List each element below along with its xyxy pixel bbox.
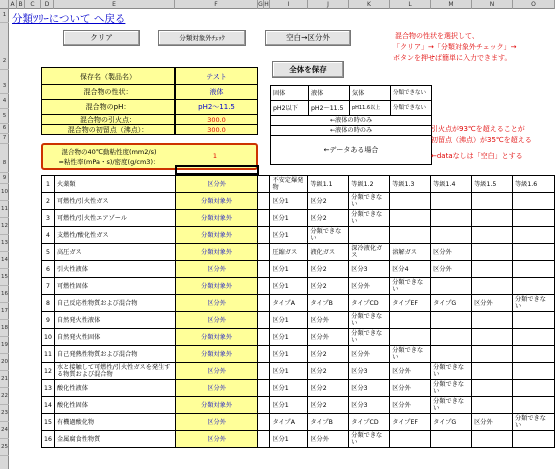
category-option: タイプG [431,414,472,431]
row-header-bar [0,9,9,469]
spacer-cell [258,346,270,363]
category-option [390,431,431,448]
hazard-row [42,295,555,312]
category-option: 分類できない [349,210,390,227]
category-option: 区分外 [308,312,349,329]
hazard-name: 金属腐食性物質 [54,431,175,448]
row-header[interactable]: 1 [0,9,9,23]
classification-select[interactable]: 分類対象外 [175,210,258,227]
category-option: タイプB [308,295,349,312]
category-option [513,278,555,295]
category-option: 区分1 [270,380,308,397]
viscosity-label-2: =粘性率(mPa・s)/密度(g/cm3)： [58,158,160,166]
hazard-name: 自然発火性固体 [54,329,175,346]
category-option: 区分2 [308,193,349,210]
hazard-number: 9 [42,312,55,329]
category-option [513,312,555,329]
category-option [513,346,555,363]
instruction-line-2: 「クリア」→「分類対象外チェック」→ [393,43,517,51]
category-option: 区分外 [308,329,349,346]
category-option [513,380,555,397]
hazard-number: 10 [42,329,55,346]
classification-select[interactable]: 区分外 [175,261,258,278]
category-option: タイプCD [349,414,390,431]
hazard-row [42,363,555,380]
save-all-button[interactable]: 全体を保存 [272,61,344,78]
classification-select[interactable]: 分類対象外 [175,227,258,244]
column-header-n[interactable]: N [472,0,513,9]
classification-select[interactable]: 区分外 [175,295,258,312]
classification-select[interactable]: 区分外 [175,176,258,193]
hazard-table [41,175,555,448]
name-value[interactable]: テスト [175,67,258,85]
category-option [513,261,555,278]
spacer-cell [258,329,270,346]
select-all-corner[interactable] [0,0,9,9]
column-header-j[interactable]: J [308,0,349,9]
row-header[interactable]: 11 [0,201,9,218]
category-option [472,329,513,346]
hazard-number: 2 [42,193,55,210]
category-option: タイプA [270,295,308,312]
classification-select[interactable]: 分類対象外 [175,278,258,295]
category-option [513,431,555,448]
category-option [431,210,472,227]
spacer-cell [258,397,270,414]
column-header-c[interactable]: C [25,0,41,9]
category-option [472,431,513,448]
hazard-name: 水と接触して可燃性/引火性ガスを発生する物質および混合物 [54,363,175,380]
category-option: 区分1 [270,278,308,295]
classification-select[interactable]: 区分外 [175,363,258,380]
category-option: 区分2 [308,210,349,227]
category-option [390,227,431,244]
category-option: 分類できない [349,193,390,210]
hazard-name: 可燃性固体 [54,278,175,295]
category-option: タイプB [308,414,349,431]
category-option [431,329,472,346]
category-option: 区分3 [349,380,390,397]
classification-select[interactable]: 分類対象外 [175,397,258,414]
classification-select[interactable]: 区分外 [175,414,258,431]
row-header[interactable]: 5 [0,109,9,124]
category-option: 区分外 [349,346,390,363]
row-header[interactable]: 13 [0,235,9,252]
classification-select[interactable]: 分類対象外 [175,329,258,346]
spacer-cell [258,210,270,227]
category-option: 液化ガス [308,244,349,261]
category-option: 区分外 [349,278,390,295]
category-option: 等級1.6 [513,176,555,193]
column-header-b[interactable]: B [17,0,25,9]
category-option [472,363,513,380]
category-option [390,193,431,210]
exclude-check-button[interactable]: 分類対象外ﾁｪｯｸ [158,30,246,46]
ph-label: 混合物のpH： [41,100,175,115]
instruction-line-3: ボタンを押せば簡単に入力できます。 [393,54,512,62]
category-option [472,397,513,414]
category-option: 等級1.5 [472,176,513,193]
column-header-bar [0,0,555,9]
category-option: 分類できない [431,380,472,397]
category-option [390,210,431,227]
category-option [513,329,555,346]
ref-note-data-exists: ←データある場合 [271,136,432,165]
hazard-number: 15 [42,414,55,431]
hazard-number: 12 [42,363,55,380]
spacer-cell [258,278,270,295]
hazard-number: 1 [42,176,55,193]
spacer-cell [258,295,270,312]
category-option: タイプA [270,414,308,431]
viscosity-value[interactable]: 1 [212,152,218,160]
category-option: 区分2 [308,278,349,295]
state-label: 混合物の性状： [41,85,175,100]
hazard-number: 3 [42,210,55,227]
spacer-cell [258,431,270,448]
active-cell[interactable] [175,165,259,175]
blank-to-outside-button[interactable]: 空白→区分外 [265,30,351,46]
ref-cell: 液体 [309,86,350,101]
name-label: 保存名（製品名） [41,67,175,85]
ph-select[interactable]: pH2～11.5 [175,100,258,115]
category-option [472,380,513,397]
hazard-row [42,227,555,244]
column-header-d[interactable]: D [41,0,54,9]
row-header[interactable]: 24 [0,422,9,439]
category-option: 等級1.1 [308,176,349,193]
category-option: 区分外 [390,380,431,397]
hazard-name: 自己反応性物質および混合物 [54,295,175,312]
hazard-number: 8 [42,295,55,312]
category-option: 区分外 [390,363,431,380]
category-option: 分類できない [390,346,431,363]
category-option: 圧縮ガス [270,244,308,261]
spacer-cell [258,312,270,329]
classification-select[interactable]: 区分外 [175,380,258,397]
hazard-number: 13 [42,380,55,397]
category-option: 区分2 [308,397,349,414]
category-option: 区分1 [270,397,308,414]
row-header[interactable]: 23 [0,405,9,422]
category-option: 区分2 [308,261,349,278]
category-option [431,278,472,295]
row-header[interactable]: 12 [0,218,9,235]
category-option [472,261,513,278]
row-header[interactable]: 20 [0,354,9,371]
row-header[interactable]: 19 [0,337,9,354]
hazard-row [42,210,555,227]
row-header[interactable]: 10 [0,184,9,201]
hazard-number: 16 [42,431,55,448]
category-option [513,244,555,261]
ref-note-liquid-only: ←液体の時のみ [271,116,432,126]
category-option: 溶解ガス [390,244,431,261]
category-option: 区分外 [472,414,513,431]
ref-cell: pH2以下 [271,101,309,116]
row-header[interactable]: 22 [0,388,9,405]
category-option [472,210,513,227]
category-option: タイプEF [390,414,431,431]
category-option: 区分外 [390,397,431,414]
classification-select[interactable]: 分類対象外 [175,193,258,210]
category-option: 区分2 [308,346,349,363]
category-option [431,193,472,210]
hazard-row [42,380,555,397]
category-option: 区分1 [270,363,308,380]
row-header[interactable]: 2 [0,23,9,70]
ref-cell: 固体 [271,86,309,101]
flash-point-label: 混合物の引火点： [41,115,175,125]
ref-cell: 分類できない [391,86,432,101]
category-option [472,227,513,244]
category-option: 不安定爆発物 [270,176,308,193]
hazard-name: 酸化性固体 [54,397,175,414]
classification-select[interactable]: 区分外 [175,431,258,448]
category-option [513,227,555,244]
spacer-cell [258,363,270,380]
category-option: 分類できない [431,397,472,414]
ref-cell: 気体 [350,86,391,101]
category-option [431,312,472,329]
category-option: タイプCD [349,295,390,312]
column-header-k[interactable]: K [349,0,390,9]
row-header[interactable]: 21 [0,371,9,388]
category-option: 分類できない [349,329,390,346]
hazard-number: 6 [42,261,55,278]
spacer-cell [258,244,270,261]
category-option: 等級1.2 [349,176,390,193]
category-option [472,244,513,261]
column-header-l[interactable]: L [390,0,431,9]
category-option [472,312,513,329]
category-option: 区分2 [308,380,349,397]
category-option [390,312,431,329]
column-header-a[interactable]: A [9,0,17,9]
hazard-row [42,193,555,210]
spacer-cell [258,193,270,210]
hazard-name: 火薬類 [54,176,175,193]
hazard-name: 可燃性/引火性ガス [54,193,175,210]
category-option [349,227,390,244]
column-header-i[interactable]: I [270,0,308,9]
hazard-number: 7 [42,278,55,295]
hazard-name: 支燃性/酸化性ガス [54,227,175,244]
category-option [513,193,555,210]
category-option: タイプEF [390,295,431,312]
ref-cell: pH2～11.5 [309,101,350,116]
row-header[interactable]: 17 [0,303,9,320]
row-header[interactable]: 9 [0,173,9,184]
category-option: 区分外 [431,261,472,278]
column-header-o[interactable]: O [513,0,555,9]
category-option [431,346,472,363]
category-option: 区分1 [270,193,308,210]
row-header[interactable]: 25 [0,439,9,456]
clear-button[interactable]: クリア [63,30,140,46]
category-option: 区分1 [270,346,308,363]
category-option [390,329,431,346]
row-header[interactable]: 4 [0,94,9,109]
instruction-line-1: 混合物の性状を選択して、 [395,32,479,40]
category-option: 区分外 [308,431,349,448]
category-option: 等級1.4 [431,176,472,193]
boiling-point-value[interactable]: 300.0 [175,125,258,135]
hazard-number: 11 [42,346,55,363]
category-option [513,210,555,227]
hazard-row [42,431,555,448]
column-header-h[interactable]: H [264,1,269,8]
row-header[interactable]: 7 [0,134,9,144]
property-block [41,67,258,154]
hazard-row [42,261,555,278]
hazard-name: 酸化性液体 [54,380,175,397]
spacer-cell [258,176,270,193]
viscosity-label-1: 混合物の40℃動粘性度(mm2/s) [61,148,157,156]
hazard-name: 有機過酸化物 [54,414,175,431]
category-option: 区分1 [270,210,308,227]
category-option: 区分外 [472,295,513,312]
spacer-cell [258,261,270,278]
hazard-number: 5 [42,244,55,261]
category-option: 区分1 [270,329,308,346]
category-option: 分類できない [349,431,390,448]
category-option [472,193,513,210]
hazard-name: 自然発火性液体 [54,312,175,329]
category-option: 区分4 [390,261,431,278]
row-header[interactable]: 15 [0,269,9,286]
category-option: 区分1 [270,431,308,448]
category-option: 等級1.3 [390,176,431,193]
category-option [472,278,513,295]
row-header[interactable]: 6 [0,124,9,134]
row-header[interactable]: 8 [0,144,9,173]
flash-point-value[interactable]: 300.0 [175,115,258,125]
category-option: 分類できない [513,295,555,312]
back-link[interactable]: 分類ﾂﾘｰについて へ戻る [12,13,126,25]
hazard-name: 可燃性/引火性エアゾール [54,210,175,227]
category-option [431,227,472,244]
category-option: 分類できない [431,363,472,380]
category-option: 分類できない [308,227,349,244]
hazard-name: 引火性液体 [54,261,175,278]
hazard-row [42,244,555,261]
category-option: 区分3 [349,397,390,414]
classification-select[interactable]: 分類対象外 [175,346,258,363]
column-header-f[interactable]: F [175,0,258,9]
hazard-number: 4 [42,227,55,244]
ref-cell: pH11.6以上 [350,101,391,116]
flash-point-note: 引火点が93℃を超えることが [431,125,525,133]
hazard-name: 高圧ガス [54,244,175,261]
column-header-e[interactable]: E [54,0,175,9]
category-option [431,431,472,448]
spacer-cell [258,380,270,397]
category-option: 深冷液化ガス [349,244,390,261]
category-option: 分類できない [513,414,555,431]
hazard-row [42,329,555,346]
state-select[interactable]: 液体 [175,85,258,100]
category-option: 分類できない [349,312,390,329]
ref-note-liquid-only: ←液体の時のみ [271,126,432,136]
hazard-number: 14 [42,397,55,414]
hazard-row [42,346,555,363]
data-blank-note: ←dataなしは「空白」とする [431,152,523,160]
hazard-row [42,414,555,431]
row-header[interactable]: 14 [0,252,9,269]
column-header-m[interactable]: M [431,0,472,9]
category-option: 区分外 [431,244,472,261]
category-option [472,346,513,363]
hazard-row [42,176,555,193]
spacer-cell [258,414,270,431]
row-header[interactable]: 3 [0,70,9,94]
hazard-row [42,312,555,329]
category-option: 区分3 [349,363,390,380]
spacer-cell [258,227,270,244]
boiling-point-note: 初留点（沸点）が35℃を超える [431,136,532,144]
category-option: 分類できない [390,278,431,295]
hazard-row [42,397,555,414]
boiling-point-label: 混合物の初留点（沸点）： [41,125,175,135]
category-option: 区分1 [270,261,308,278]
hazard-row [42,278,555,295]
row-header[interactable]: 16 [0,286,9,303]
ref-cell: 分類できない [391,101,432,116]
row-header[interactable]: 18 [0,320,9,337]
category-option: 区分2 [308,363,349,380]
classification-select[interactable]: 区分外 [175,312,258,329]
category-option: タイプG [431,295,472,312]
reference-table [270,85,432,165]
category-option [513,363,555,380]
hazard-name: 自己発熱性物質および混合物 [54,346,175,363]
category-option: 区分3 [349,261,390,278]
category-option: 区分1 [270,312,308,329]
category-option [513,397,555,414]
classification-select[interactable]: 分類対象外 [175,244,258,261]
category-option: 区分1 [270,227,308,244]
column-header-g[interactable]: G [258,1,263,8]
